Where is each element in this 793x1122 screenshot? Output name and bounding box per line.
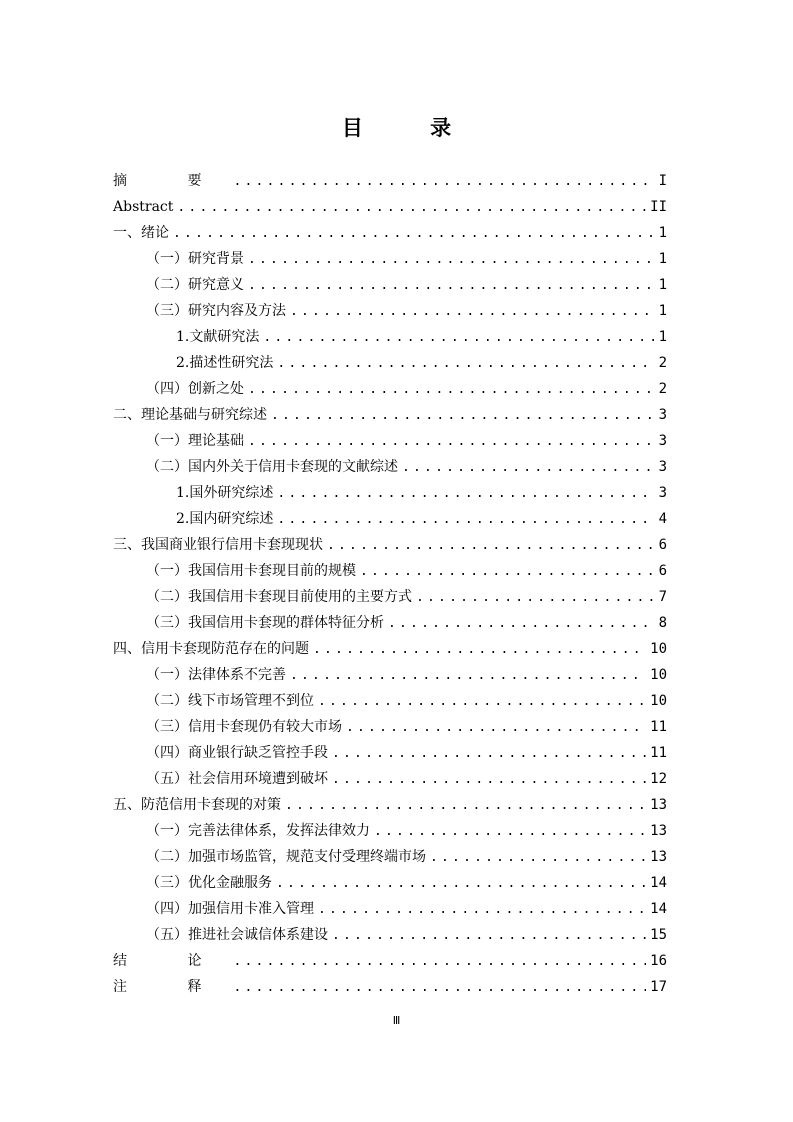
toc-entry-title: （二）线下市场管理不到位	[146, 693, 314, 709]
toc-dot-leader	[290, 663, 646, 689]
toc-entry[interactable]	[113, 272, 667, 298]
toc-entry[interactable]	[113, 714, 667, 740]
toc-entry-page: 8	[658, 615, 667, 631]
toc-entry[interactable]	[113, 870, 667, 896]
toc-dot-leader	[271, 403, 655, 429]
toc-entry-title: 三、我国商业银行信用卡套现现状	[113, 537, 323, 553]
toc-dot-leader	[248, 273, 655, 299]
toc-entry-title: （三）信用卡套现仍有较大市场	[146, 719, 342, 735]
toc-entry-title: 摘 要	[113, 173, 230, 189]
toc-entry-page: 15	[650, 927, 667, 943]
toc-entry-title: 结 论	[113, 953, 230, 969]
toc-dot-leader	[173, 221, 655, 247]
toc-entry-title: 注 释	[113, 979, 230, 995]
toc-entry[interactable]	[113, 844, 667, 870]
toc-entry[interactable]	[113, 610, 667, 636]
toc-entry[interactable]	[113, 636, 667, 662]
toc-entry-title: 二、理论基础与研究综述	[113, 407, 267, 423]
toc-entry[interactable]	[113, 766, 667, 792]
toc-entry-title: （四）商业银行缺乏管控手段	[146, 745, 328, 761]
toc-entry[interactable]	[113, 558, 667, 584]
toc-entry-page: I	[658, 173, 667, 189]
toc-entry-title: （三）研究内容及方法	[146, 303, 286, 319]
toc-entry-page: 14	[650, 901, 667, 917]
toc-entry-title: （五）社会信用环境遭到破坏	[146, 771, 328, 787]
toc-dot-leader	[332, 741, 646, 767]
toc-dot-leader	[248, 377, 655, 403]
toc-entry-title: （三）优化金融服务	[146, 875, 272, 891]
toc-dot-leader	[233, 975, 646, 1001]
toc-dot-leader	[430, 845, 646, 871]
toc-entry-title: （一）我国信用卡套现目前的规模	[146, 563, 356, 579]
toc-entry[interactable]	[113, 220, 667, 246]
toc-entry-title: （四）创新之处	[146, 381, 244, 397]
table-of-contents	[113, 168, 667, 1000]
toc-entry[interactable]	[113, 688, 667, 714]
toc-entry-title: （二）加强市场监管，规范支付受理终端市场	[146, 849, 426, 865]
page-number: Ⅲ	[392, 1014, 401, 1027]
toc-entry-page: 4	[658, 511, 667, 527]
toc-entry[interactable]	[113, 454, 667, 480]
toc-entry-title: （三）我国信用卡套现的群体特征分析	[146, 615, 384, 631]
toc-entry-title: （二）国内外关于信用卡套现的文献综述	[146, 459, 398, 475]
toc-dot-leader	[248, 429, 655, 455]
toc-entry-page: 3	[658, 407, 667, 423]
toc-entry[interactable]	[113, 428, 667, 454]
toc-dot-leader	[233, 949, 646, 975]
toc-dot-leader	[233, 169, 654, 195]
toc-dot-leader	[327, 533, 655, 559]
toc-entry-page: 10	[650, 667, 667, 683]
toc-dot-leader	[332, 923, 646, 949]
toc-entry-title: 四、信用卡套现防范存在的问题	[113, 641, 309, 657]
toc-entry-title: （二）研究意义	[146, 277, 244, 293]
toc-entry[interactable]	[113, 896, 667, 922]
toc-entry-title: 五、防范信用卡套现的对策	[113, 797, 281, 813]
toc-dot-leader	[177, 195, 646, 221]
toc-entry-title: （一）理论基础	[146, 433, 244, 449]
toc-entry-page: 1	[658, 251, 667, 267]
toc-entry-page: 3	[658, 433, 667, 449]
toc-entry[interactable]	[113, 376, 667, 402]
toc-entry-page: 7	[658, 589, 667, 605]
toc-entry[interactable]	[113, 194, 667, 220]
toc-entry-title: 一、绪论	[113, 225, 169, 241]
toc-entry[interactable]	[113, 662, 667, 688]
toc-entry[interactable]	[113, 532, 667, 558]
toc-entry-title: （一）研究背景	[146, 251, 244, 267]
toc-entry-page: 17	[650, 979, 667, 995]
toc-entry[interactable]	[113, 402, 667, 428]
toc-entry-page: 11	[650, 719, 667, 735]
toc-entry-page: 1	[658, 303, 667, 319]
toc-entry[interactable]	[113, 818, 667, 844]
toc-entry[interactable]	[113, 922, 667, 948]
toc-entry-title: 1.文献研究法	[176, 329, 260, 345]
toc-entry[interactable]	[113, 740, 667, 766]
toc-dot-leader	[248, 247, 655, 273]
toc-entry[interactable]	[113, 974, 667, 1000]
toc-entry[interactable]	[113, 246, 667, 272]
toc-entry-title: Abstract	[113, 199, 174, 215]
toc-entry[interactable]	[113, 506, 667, 532]
toc-entry-page: 1	[658, 277, 667, 293]
toc-entry-page: 1	[658, 329, 667, 345]
toc-entry-page: 2	[658, 381, 667, 397]
toc-entry-page: 3	[658, 485, 667, 501]
toc-dot-leader	[332, 767, 646, 793]
toc-dot-leader	[277, 351, 654, 377]
toc-entry-title: 2.描述性研究法	[176, 355, 274, 371]
toc-dot-leader	[313, 637, 646, 663]
toc-entry-page: II	[650, 199, 667, 215]
toc-dot-leader	[374, 819, 646, 845]
toc-entry-page: 12	[650, 771, 667, 787]
toc-dot-leader	[290, 299, 655, 325]
toc-entry-page: 6	[658, 563, 667, 579]
toc-entry[interactable]	[113, 350, 667, 376]
toc-dot-leader	[285, 793, 646, 819]
toc-dot-leader	[263, 325, 654, 351]
toc-entry-title: 2.国内研究综述	[176, 511, 274, 527]
page-title: 目 录	[341, 116, 482, 140]
toc-entry-page: 1	[658, 225, 667, 241]
toc-entry-page: 13	[650, 823, 667, 839]
toc-entry-page: 16	[650, 953, 667, 969]
toc-entry[interactable]	[113, 584, 667, 610]
toc-dot-leader	[416, 585, 655, 611]
toc-entry[interactable]	[113, 298, 667, 324]
toc-entry[interactable]	[113, 168, 667, 194]
toc-entry-page: 2	[658, 355, 667, 371]
toc-entry-title: （五）推进社会诚信体系建设	[146, 927, 328, 943]
toc-dot-leader	[277, 481, 654, 507]
toc-entry[interactable]	[113, 480, 667, 506]
toc-entry-page: 14	[650, 875, 667, 891]
toc-entry-title: （四）加强信用卡准入管理	[146, 901, 314, 917]
toc-dot-leader	[402, 455, 655, 481]
toc-entry-page: 11	[650, 745, 667, 761]
toc-entry-title: （二）我国信用卡套现目前使用的主要方式	[146, 589, 412, 605]
toc-dot-leader	[346, 715, 646, 741]
toc-entry-page: 6	[658, 537, 667, 553]
toc-entry[interactable]	[113, 324, 667, 350]
toc-entry-title: （一）法律体系不完善	[146, 667, 286, 683]
toc-entry-title: （一）完善法律体系，发挥法律效力	[146, 823, 370, 839]
toc-dot-leader	[388, 611, 655, 637]
toc-entry[interactable]	[113, 948, 667, 974]
toc-entry-page: 10	[650, 641, 667, 657]
toc-entry-page: 13	[650, 797, 667, 813]
toc-dot-leader	[360, 559, 655, 585]
toc-dot-leader	[318, 689, 646, 715]
toc-entry-page: 10	[650, 693, 667, 709]
toc-entry-title: 1.国外研究综述	[176, 485, 274, 501]
toc-dot-leader	[276, 871, 646, 897]
toc-entry-page: 13	[650, 849, 667, 865]
toc-entry[interactable]	[113, 792, 667, 818]
toc-dot-leader	[277, 507, 654, 533]
toc-dot-leader	[318, 897, 646, 923]
toc-entry-page: 3	[658, 459, 667, 475]
